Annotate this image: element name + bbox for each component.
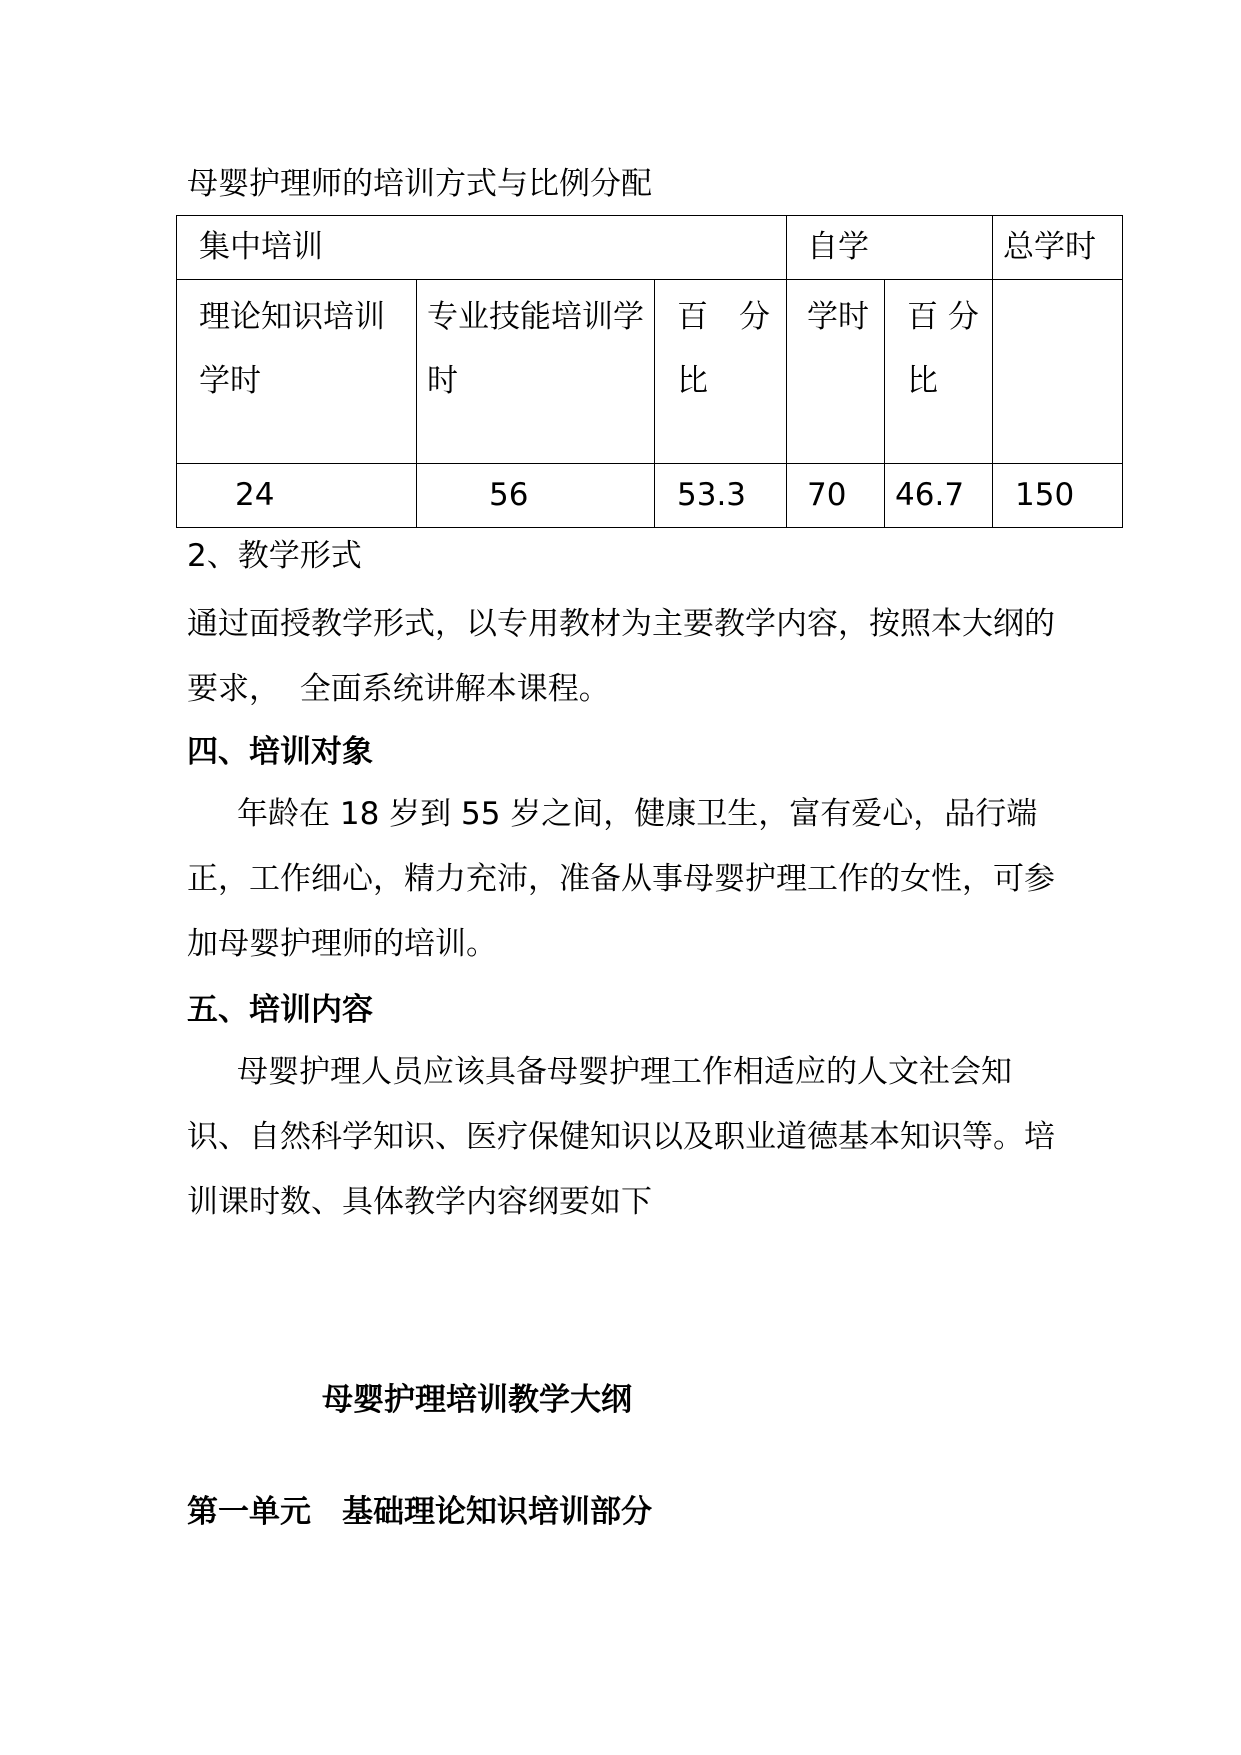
header-percentage: 百 分比	[655, 280, 787, 464]
header-theory-hours: 理论知识培训学时	[177, 280, 417, 464]
section-5-title: 五、培训内容	[187, 992, 373, 1028]
section-2-title: 2、教学形式	[187, 538, 362, 574]
section-5-body: 母婴护理人员应该具备母婴护理工作相适应的人文社会知识、自然科学知识、医疗保健知识以及职业道德基本知识等。培训课时数、具体教学内容纲要如下	[187, 1054, 1055, 1220]
cell-self-study-percentage: 46.7	[885, 464, 993, 528]
training-ratio-table	[176, 215, 1123, 528]
cell-theory-hours: 24	[177, 464, 417, 528]
cell-self-study-hours: 70	[787, 464, 885, 528]
cell-total-hours: 150	[993, 464, 1123, 528]
table-row	[177, 464, 1123, 528]
header-centralized-training: 集中培训	[177, 216, 787, 280]
header-self-study-percentage: 百 分比	[885, 280, 993, 464]
outline-title: 母婴护理培训教学大纲	[322, 1382, 632, 1418]
cell-skill-hours: 56	[417, 464, 655, 528]
table-row	[177, 280, 1123, 464]
header-self-study: 自学	[787, 216, 993, 280]
section-4-title: 四、培训对象	[187, 734, 373, 770]
table-caption: 母婴护理师的培训方式与比例分配	[187, 166, 652, 202]
header-skill-hours: 专业技能培训学时	[417, 280, 655, 464]
section-4-body: 年龄在 18 岁到 55 岁之间，健康卫生，富有爱心，品行端正，工作细心，精力充沛，准备从事母婴护理工作的女性，可参加母婴护理师的培训。	[187, 796, 1055, 962]
section-2-body: 通过面授教学形式，以专用教材为主要教学内容，按照本大纲的要求， 全面系统讲解本课程。	[187, 606, 1055, 707]
header-empty-cell	[993, 280, 1123, 464]
cell-percentage: 53.3	[655, 464, 787, 528]
table-row	[177, 216, 1123, 280]
header-self-study-hours: 学时	[787, 280, 885, 464]
header-total-hours: 总学时	[993, 216, 1123, 280]
unit-title: 第一单元 基础理论知识培训部分	[187, 1494, 652, 1530]
